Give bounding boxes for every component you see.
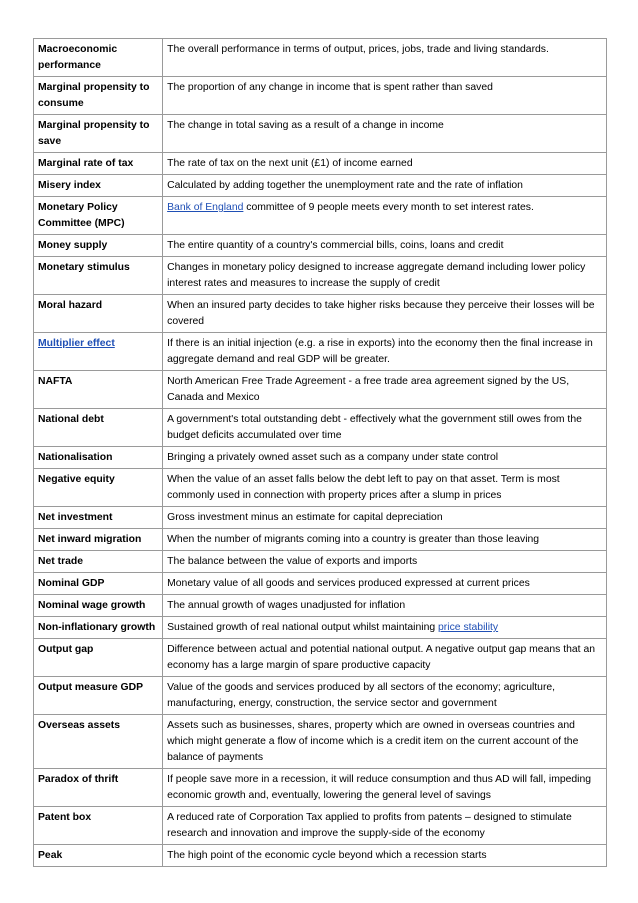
glossary-definition bbox=[163, 153, 607, 175]
table-row bbox=[34, 469, 607, 507]
table-row bbox=[34, 295, 607, 333]
table-row bbox=[34, 507, 607, 529]
definition-text: Gross investment minus an estimate for capital depreciation bbox=[167, 512, 443, 523]
glossary-definition bbox=[163, 235, 607, 257]
table-row bbox=[34, 447, 607, 469]
glossary-term: Monetary Policy Committee (MPC) bbox=[34, 197, 163, 235]
definition-text: The rate of tax on the next unit (£1) of income earned bbox=[167, 158, 413, 169]
glossary-definition bbox=[163, 333, 607, 371]
glossary-term: Nationalisation bbox=[34, 447, 163, 469]
glossary-term: Non-inflationary growth bbox=[34, 617, 163, 639]
glossary-definition bbox=[163, 573, 607, 595]
table-row bbox=[34, 77, 607, 115]
definition-text: Sustained growth of real national output whilst maintaining bbox=[167, 622, 439, 633]
glossary-term: Paradox of thrift bbox=[34, 769, 163, 807]
definition-text: Calculated by adding together the unemployment rate and the rate of inflation bbox=[167, 180, 523, 191]
definition-text: Changes in monetary policy designed to increase aggregate demand including lower policy interest rates and measures to increase the supply of credit bbox=[167, 262, 586, 289]
glossary-term: Marginal propensity to consume bbox=[34, 77, 163, 115]
definition-text: The proportion of any change in income that is spent rather than saved bbox=[167, 82, 493, 93]
table-row bbox=[34, 409, 607, 447]
table-row bbox=[34, 371, 607, 409]
glossary-term: Overseas assets bbox=[34, 715, 163, 769]
definition-text: If people save more in a recession, it will reduce consumption and thus AD will fall, impeding economic growth and, eventually, lowering the general level of savings bbox=[167, 774, 592, 801]
table-row bbox=[34, 333, 607, 371]
table-row bbox=[34, 769, 607, 807]
glossary-body bbox=[34, 39, 607, 867]
table-row bbox=[34, 529, 607, 551]
table-row bbox=[34, 595, 607, 617]
definition-text: When the value of an asset falls below the debt left to pay on that asset. Term is most commonly used in connection with property prices after a slump in prices bbox=[167, 474, 560, 501]
table-row bbox=[34, 617, 607, 639]
glossary-term: Net trade bbox=[34, 551, 163, 573]
definition-text: North American Free Trade Agreement - a free trade area agreement signed by the US, Canada and Mexico bbox=[167, 376, 570, 403]
glossary-term: Peak bbox=[34, 845, 163, 867]
table-row bbox=[34, 175, 607, 197]
glossary-definition bbox=[163, 595, 607, 617]
glossary-definition bbox=[163, 507, 607, 529]
table-row bbox=[34, 639, 607, 677]
definition-text: When the number of migrants coming into a country is greater than those leaving bbox=[167, 534, 540, 545]
definition-text: The balance between the value of exports and imports bbox=[167, 556, 418, 567]
definition-text: The change in total saving as a result of a change in income bbox=[167, 120, 444, 131]
glossary-term: Marginal propensity to save bbox=[34, 115, 163, 153]
table-row bbox=[34, 573, 607, 595]
definition-text: Bringing a privately owned asset such as a company under state control bbox=[167, 452, 499, 463]
glossary-term: Negative equity bbox=[34, 469, 163, 507]
glossary-definition bbox=[163, 677, 607, 715]
definition-text: Value of the goods and services produced by all sectors of the economy; agriculture, manufacturing, energy, construction, the service sector and government bbox=[167, 682, 556, 709]
table-row bbox=[34, 153, 607, 175]
glossary-definition bbox=[163, 807, 607, 845]
glossary-definition bbox=[163, 447, 607, 469]
definition-text: Monetary value of all goods and services produced expressed at current prices bbox=[167, 578, 530, 589]
table-row bbox=[34, 235, 607, 257]
definition-text: A government's total outstanding debt - effectively what the government still owes from the budget deficits accumulated over time bbox=[167, 414, 582, 441]
glossary-definition bbox=[163, 529, 607, 551]
glossary-term: Output measure GDP bbox=[34, 677, 163, 715]
table-row bbox=[34, 197, 607, 235]
glossary-definition bbox=[163, 115, 607, 153]
glossary-term: Patent box bbox=[34, 807, 163, 845]
glossary-definition bbox=[163, 197, 607, 235]
glossary-term: Moral hazard bbox=[34, 295, 163, 333]
glossary-term: NAFTA bbox=[34, 371, 163, 409]
glossary-definition bbox=[163, 769, 607, 807]
glossary-definition bbox=[163, 175, 607, 197]
table-row bbox=[34, 551, 607, 573]
glossary-term: National debt bbox=[34, 409, 163, 447]
glossary-term: Marginal rate of tax bbox=[34, 153, 163, 175]
glossary-definition bbox=[163, 77, 607, 115]
glossary-term: Money supply bbox=[34, 235, 163, 257]
definition-text: A reduced rate of Corporation Tax applied to profits from patents – designed to stimulate research and innovation and improve the supply-side of the economy bbox=[167, 812, 572, 839]
glossary-term: Nominal GDP bbox=[34, 573, 163, 595]
glossary-definition bbox=[163, 715, 607, 769]
glossary-term: Misery index bbox=[34, 175, 163, 197]
table-row bbox=[34, 845, 607, 867]
table-row bbox=[34, 115, 607, 153]
glossary-definition bbox=[163, 551, 607, 573]
definition-text: If there is an initial injection (e.g. a rise in exports) into the economy then the final increase in aggregate demand and real GDP will be greater. bbox=[167, 338, 593, 365]
glossary-definition bbox=[163, 39, 607, 77]
glossary-definition bbox=[163, 639, 607, 677]
glossary-term: Nominal wage growth bbox=[34, 595, 163, 617]
glossary-definition bbox=[163, 409, 607, 447]
glossary-term[interactable] bbox=[34, 333, 163, 371]
definition-text: The overall performance in terms of output, prices, jobs, trade and living standards. bbox=[167, 44, 549, 55]
table-row bbox=[34, 715, 607, 769]
definition-text: The high point of the economic cycle beyond which a recession starts bbox=[167, 850, 487, 861]
glossary-definition bbox=[163, 257, 607, 295]
glossary-definition bbox=[163, 295, 607, 333]
definition-text: The entire quantity of a country's commercial bills, coins, loans and credit bbox=[167, 240, 504, 251]
term-link[interactable]: Multiplier effect bbox=[38, 338, 115, 349]
table-row bbox=[34, 257, 607, 295]
table-row bbox=[34, 807, 607, 845]
definition-link[interactable]: Bank of England bbox=[167, 202, 244, 213]
table-row bbox=[34, 39, 607, 77]
definition-text: When an insured party decides to take higher risks because they perceive their losses will be covered bbox=[167, 300, 595, 327]
glossary-definition bbox=[163, 371, 607, 409]
glossary-definition bbox=[163, 845, 607, 867]
glossary-definition bbox=[163, 469, 607, 507]
definition-text: The annual growth of wages unadjusted for inflation bbox=[167, 600, 406, 611]
table-row bbox=[34, 677, 607, 715]
glossary-term: Net investment bbox=[34, 507, 163, 529]
glossary-term: Macroeconomic performance bbox=[34, 39, 163, 77]
glossary-term: Net inward migration bbox=[34, 529, 163, 551]
definition-link[interactable]: price stability bbox=[438, 622, 499, 633]
definition-text: committee of 9 people meets every month to set interest rates. bbox=[243, 202, 534, 213]
glossary-table bbox=[33, 38, 607, 867]
glossary-term: Output gap bbox=[34, 639, 163, 677]
definition-text: Assets such as businesses, shares, property which are owned in overseas countries and which might generate a flow of income which is a credit item on the current account of the balance of payments bbox=[167, 720, 579, 763]
glossary-term: Monetary stimulus bbox=[34, 257, 163, 295]
definition-text: Difference between actual and potential national output. A negative output gap means that an economy has a large margin of spare productive capacity bbox=[167, 644, 595, 671]
glossary-definition bbox=[163, 617, 607, 639]
